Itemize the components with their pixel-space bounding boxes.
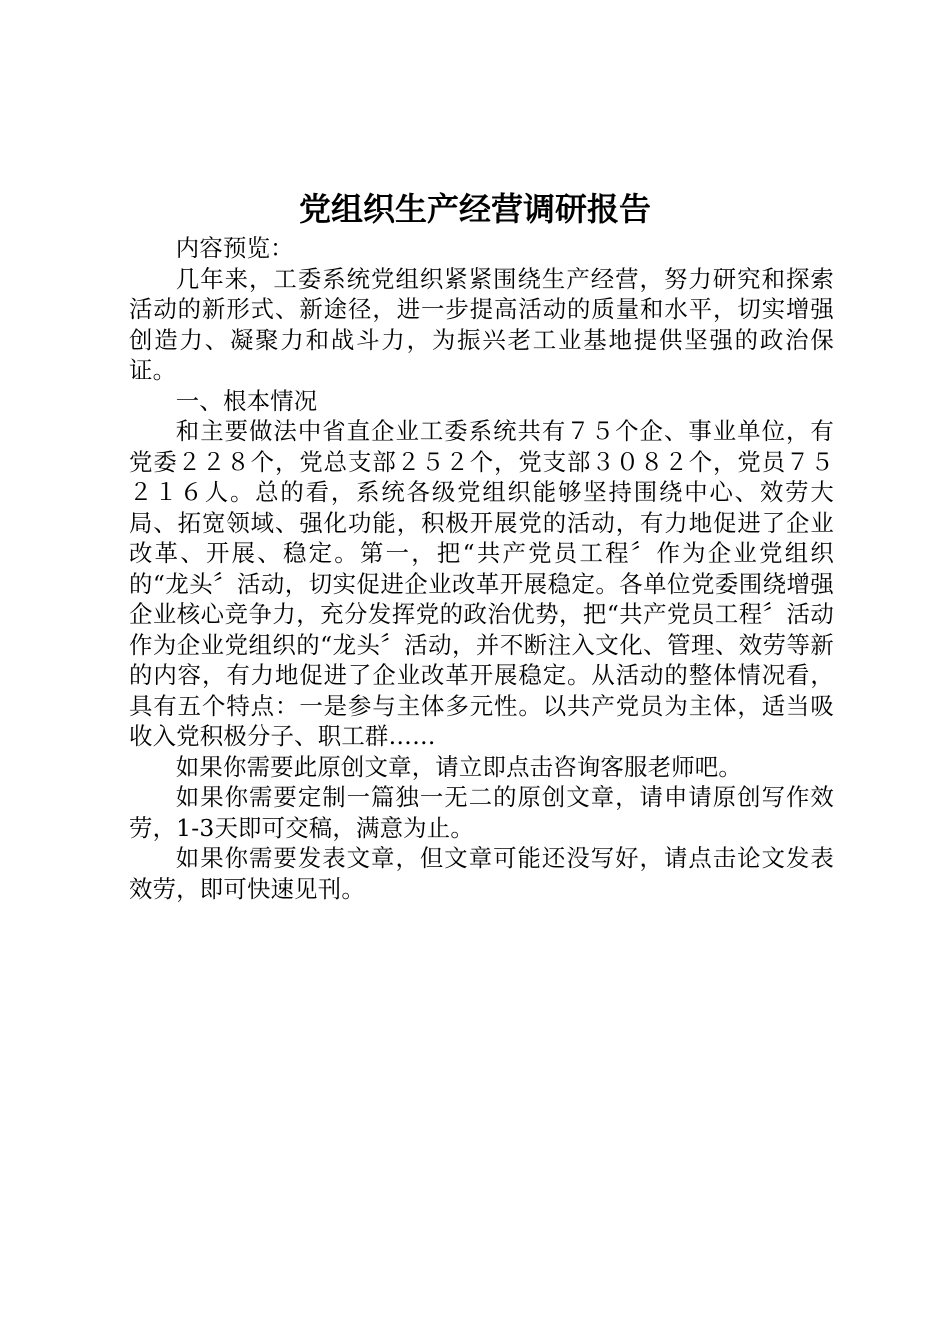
preview-label: 内容预览：: [175, 234, 294, 262]
consult-link-paragraph[interactable]: 如果你需要此原创文章，请立即点击咨询客服老师吧。: [175, 752, 742, 781]
intro-paragraph: 几年来，工委系统党组织紧紧围绕生产经营，努力研究和探索活动的新形式、新途径，进一步提高活动的质量和水平，切实增强创造力、凝聚力和战斗力，为振兴老工业基地提供坚强的政治保证。: [129, 264, 834, 384]
publish-service-paragraph[interactable]: 如果你需要发表文章，但文章可能还没写好，请点击论文发表效劳，即可快速见刊。: [129, 844, 834, 903]
main-paragraph: 和主要做法中省直企业工委系统共有７５个企、事业单位，有党委２２８个，党总支部２５２个，党支部３０８２个，党员７５２１６人。总的看，系统各级党组织能够坚持围绕中心、效劳大局、拓宽领域、强化功能，积极开展党的活动，有力地促进了企业改革、开展、稳定。第一，把“共产党员工程〞作为企业党组织的“龙头〞活动，切实促进企业改革开展稳定。各单位党委围绕增强企业核心竞争力，充分发挥党的政治优势，把“共产党员工程〞活动作为企业党组织的“龙头〞活动，并不断注入文化、管理、效劳等新的内容，有力地促进了企业改革开展稳定。从活动的整体情况看，具有五个特点：一是参与主体多元性。以共产党员为主体，适当吸收入党积极分子、职工群……: [129, 417, 834, 750]
document-body: [129, 233, 834, 904]
page-title: 党组织生产经营调研报告: [298, 190, 651, 228]
custom-writing-paragraph[interactable]: 如果你需要定制一篇独一无二的原创文章，请申请原创写作效劳，1-3天即可交稿，满意为止。: [129, 783, 834, 842]
section-heading: 一、根本情况: [175, 386, 318, 415]
